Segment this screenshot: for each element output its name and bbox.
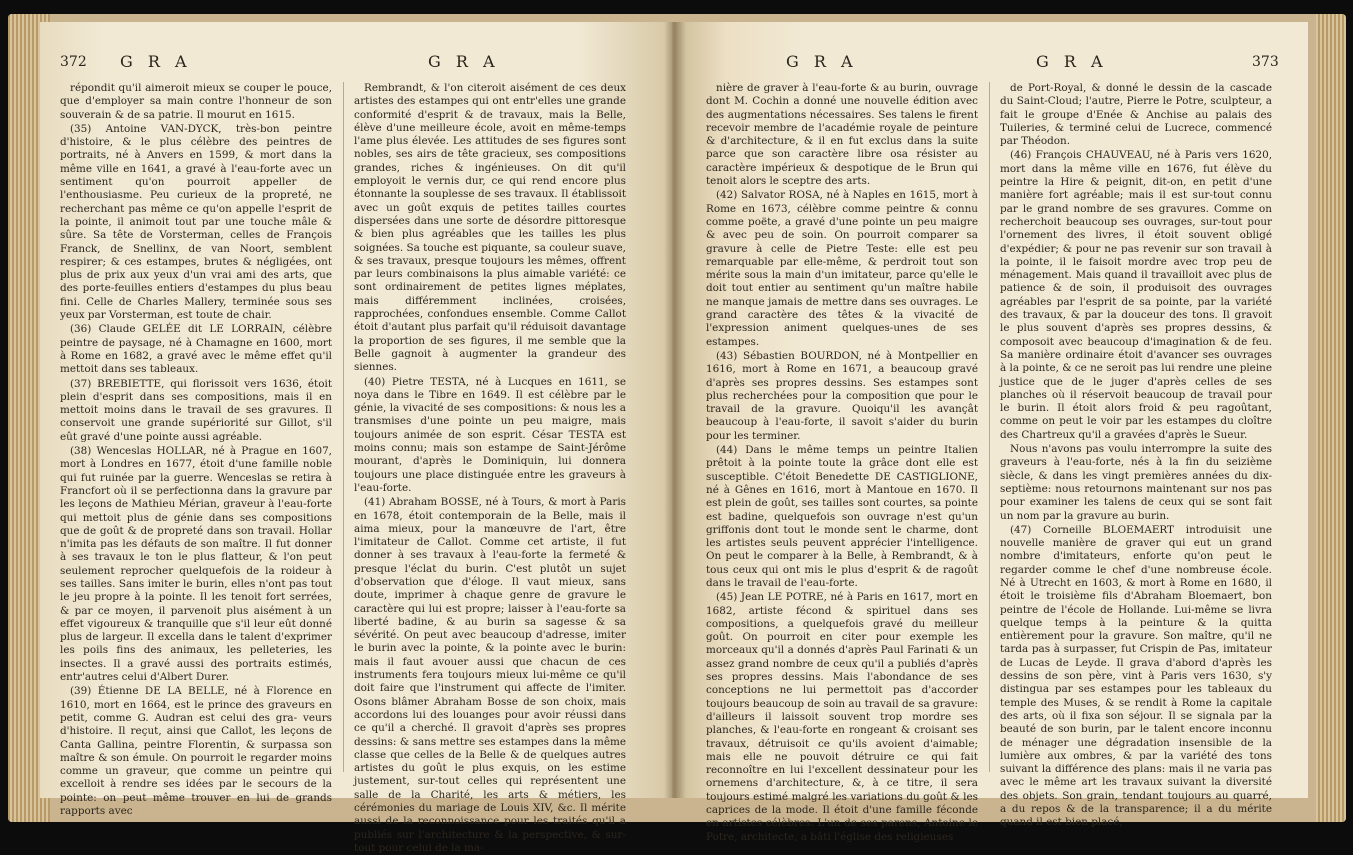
paragraph: Nous n'avons pas voulu interrompre la suite des graveurs à l'eau-forte, nés à la fin du seizième siècle, & dans les vingt premières années du dix-septième: nous retournons maintenant sur nos pas pour examiner les talens de ceux qui se sont fait un nom par la gravure au burin. (1000, 443, 1272, 522)
book-gutter (664, 22, 686, 798)
paragraph: Rembrandt, & l'on citeroit aisément de ces deux artistes des estampes qui ont entr'elles une grande conformité d'esprit & de travaux, mais la Belle, élève d'une meilleure école, avoit en même-temps l'ame plus élevée. Les attitudes de ses figures sont nobles, ses airs de tête gracieux, ses compositions grandes, riches & ingénieuses. On dit qu'il employoit le vernis dur, ce qui rend encore plus étonnante la souplesse de ses travaux. Il établissoit avec un goût exquis de petites tailles courtes dispersées dans une sorte de désordre pittoresque & bien plus agréables que les tailles les plus soignées. Sa touche est piquante, sa couleur suave, & ses travaux, presque toujours les mêmes, offrent par leurs combinaisons la plus aimable variété: ce sont ordinairement de petites lignes méplates, mais différemment inclinées, croisées, rapprochées, confondues ensemble. Comme Callot étoit d'autant plus parfait qu'il réduisoit davantage la proportion de ses figures, il me semble que la Belle gagnoit à augmenter la grandeur des siennes. (354, 82, 626, 374)
left-column-1 (60, 82, 332, 818)
paragraph: nière de graver à l'eau-forte & au burin, ouvrage dont M. Cochin a donné une nouvelle édition avec des augmentations nécessaires. Ses talens le firent recevoir membre de l'académie royale de peinture & d'architecture, & il en fut exclus dans la suite parce que son caractère libre osa résister au caractère impérieux & despotique de le Brun qui tenoit alors le sceptre des arts. (706, 82, 978, 188)
right-running-head-2: G R A (1036, 52, 1108, 71)
paragraph: (38) Wenceslas HOLLAR, né à Prague en 1607, mort à Londres en 1677, étoit d'une famille noble qui fut ruinée par la guerre. Wenceslas se retira à Francfort où il se perfectionna dans la gravure par les leçons de Mathieu Mérian, graveur à l'eau-forte qui mettoit plus de génie dans ses compositions que de goût & de propreté dans son travail. Hollar n'imita pas les défauts de son maître. Il fut donner à ses travaux le ton le plus flatteur, & l'on peut seulement reprocher quelquefois de la roideur à ses tailles. Sans imiter le burin, elles n'ont pas tout le jeu propre à la pointe. Il les tenoit fort serrées, & par ce moyen, il parvenoit plus aisément à un effet vigoureux & tranquille que s'il leur eût donné plus de largeur. Il excella dans le talent d'exprimer les poils fins des animaux, les pelleteries, les insectes. Il a gravé aussi des portraits estimés, entr'autres celui d'Albert Durer. (60, 445, 332, 684)
paragraph: de Port-Royal, & donné le dessin de la cascade du Saint-Cloud; l'autre, Pierre le Potre, sculpteur, a fait le groupe d'Enée & Anchise au palais des Tuileries, & terminé celui de Lucrece, commencé par Théodon. (1000, 82, 1272, 148)
right-page-number: 373 (1252, 54, 1279, 70)
column-rule (343, 82, 344, 772)
left-running-head-2: G R A (428, 52, 500, 71)
right-running-head-1: G R A (786, 52, 858, 71)
left-running-head-1: G R A (120, 52, 192, 71)
column-rule (989, 82, 990, 772)
right-column-2 (1000, 82, 1272, 829)
paragraph: (42) Salvator ROSA, né à Naples en 1615, mort à Rome en 1673, célèbre comme peintre & connu comme poëte, a gravé d'une pointe un peu maigre & avec peu de soin. On pourroit comparer sa gravure à celle de Pietre Teste: elle est peu remarquable par elle-même, & perdroit tout son mérite sous la main d'un imitateur, parce qu'elle le doit tout entier au sentiment qu'un maître habile ne manque jamais de mettre dans ses ouvrages. Le grand caractère des têtes & la vivacité de l'expression animent quelques-unes de ses estampes. (706, 189, 978, 348)
right-page (676, 22, 1308, 843)
paragraph: (39) Étienne DE LA BELLE, né à Florence en 1610, mort en 1664, est le prince des graveurs en petit, comme G. Audran est celui des gra- veurs d'histoire. Il reçut, ainsi que Callot, les leçons de Canta Gallina, peintre Florentin, & surpassa son maître & son émule. On pourroit le regarder moins comme un graveur, que comme un peintre qui excelloit à rendre ses idées par le secours de la pointe: on peut même trouver en lui de grands rapports avec (60, 685, 332, 818)
paragraph: (47) Corneille BLOEMAERT introduisit une nouvelle manière de graver qui eut un grand nombre d'imitateurs, enforte qu'on peut le regarder comme le chef d'une nombreuse école. Né à Utrecht en 1603, & mort à Rome en 1680, il étoit le troisième fils d'Abraham Bloemaert, bon peintre de l'école de Hollande. Lui-même se livra quelque temps à la peinture & la quitta entièrement pour la gravure. Son maître, qu'il ne tarda pas à surpasser, fut Crispin de Pas, imitateur de Lucas de Leyde. Il grava d'abord d'après les dessins de son père, vint à Paris vers 1630, s'y distingua par ses estampes pour les tableaux du temple des Muses, & se rendit à Rome la capitale des arts, où il fixa son séjour. Il se signala par la beauté de son burin, par le talent encore inconnu de ménager une dégradation insensible de la lumière aux ombres, & par la variété des tons suivant la différence des plans: mais il ne varia pas avec le même art les travaux suivant la diversité des objets. Son grain, tendant toujours au quarré, a du repos & de la transparence; il a du mérite quand il est bien placé, (1000, 523, 1272, 829)
paragraph: (44) Dans le même temps un peintre Italien prêtoit à la pointe toute la grâce dont elle est susceptible. C'étoit Benedette DE CASTIGLIONE, né à Gênes en 1616, mort à Mantoue en 1670. Il est plein de goût, ses tailles sont courtes, sa pointe est badine, quelquefois son ouvrage n'est qu'un griffonis dont tout le monde sent le charme, dont les artistes seuls peuvent apprécier l'intelligence. On peut le comparer à la Belle, à Rembrandt, & à tous ceux qui ont mis le plus d'esprit & de ragoût dans le travail de l'eau-forte. (706, 444, 978, 589)
paragraph: (40) Pietre TESTA, né à Lucques en 1611, se noya dans le Tibre en 1649. Il est célèbre par le génie, la vivacité de ses compositions: & nous les a transmises d'une pointe un peu maigre, mais toujours animée de son esprit. César TESTA est moins connu; mais son estampe de Saint-Jérôme mourant, d'après le Dominiquin, lui donnera toujours une place distinguée entre les graveurs à l'eau-forte. (354, 375, 626, 494)
left-page-number: 372 (60, 54, 87, 70)
paragraph: (46) François CHAUVEAU, né à Paris vers 1620, mort dans la même ville en 1676, fut élève du peintre la Hire & peignit, dit-on, en petit d'une manière fort agréable; mais il est sur-tout connu par le grand nombre de ses gravures. Comme on recherchoit beaucoup ses ouvrages, sur-tout pour l'ornement des livres, il étoit souvent obligé d'expédier; & pour ne pas revenir sur son travail à la pointe, il le faisoit mordre avec trop peu de ménagement. Mais quand il travailloit avec plus de patience & de soin, il produisoit des ouvrages agréables par l'esprit de sa pointe, par la variété des travaux, & par la douceur des tons. Il gravoit le plus souvent d'après ses propres dessins, & composoit avec beaucoup d'imagination & de feu. Sa manière ordinaire étoit d'avancer ses ouvrages à la pointe, & ce ne seroit pas lui rendre une pleine justice que de le juger d'après celles de ses planches où il réservoit beaucoup de travail pour le burin. Il étoit alors froid & peu ragoûtant, comme on peut le voir par les estampes du cloître des Chartreux qu'il a gravées d'après le Sueur. (1000, 149, 1272, 441)
left-column-2 (354, 82, 626, 854)
paragraph: (35) Antoine VAN-DYCK, très-bon peintre d'histoire, & le plus célèbre des peintres de portraits, né à Anvers en 1599, & mort dans la même ville en 1641, a gravé à l'eau-forte avec un sentiment qu'on pourroit appeller de l'enthousiasme. Peu curieux de la propreté, ne recherchant pas même ce qu'on appelle l'esprit de la pointe, il animoit tout par une touche mâle & sûre. Sa tête de Vorsterman, celles de François Franck, de Snellinx, de van Noort, semblent respirer; & ces estampes, brutes & négligées, ont plus de prix aux yeux d'un vrai ami des arts, que des porte-feuilles entiers d'estampes du plus beau fini. Celle de Charles Mallery, terminée sous ses yeux par Vorsterman, est toute de chair. (60, 122, 332, 322)
paragraph: (45) Jean LE POTRE, né à Paris en 1617, mort en 1682, artiste fécond & spirituel dans ses compositions, a quelquefois gravé du meilleur goût. On pourroit en citer pour exemple les morceaux qu'il a donnés d'après Paul Farinati & un assez grand nombre de ceux qu'il a publiés d'après ses propres dessins. Mais l'abondance de ses conceptions ne lui permettoit pas d'accorder toujours beaucoup de soin au travail de sa gravure: d'ailleurs il laissoit souvent trop mordre ses planches, & l'eau-forte en rongeant & croisant ses travaux, détruisoit ce qu'ils avoient d'aimable; mais elle ne pouvoit détruire ce qui fait reconnoître en lui l'excellent dessinateur pour les ornemens d'architecture, &, à ce titre, il sera toujours estimé malgré les variations du goût & les caprices de la mode. Il étoit d'une famille féconde en artistes célèbres. L'un de ses parens, Antoine le Potre, architecte, a bâti l'église des religieuses (706, 591, 978, 843)
paragraph: (37) BREBIETTE, qui florissoit vers 1636, étoit plein d'esprit dans ses compositions, mais il en mettoit moins dans le travail de ses gravures. Il conservoit une grande supériorité sur Gillot, s'il eût gravé d'une pointe aussi agréable. (60, 377, 332, 443)
right-column-1 (706, 82, 978, 843)
left-page (40, 22, 672, 854)
paragraph: (36) Claude GELÉE dit LE LORRAIN, célèbre peintre de paysage, né à Chamagne en 1600, mort à Rome en 1682, a gravé avec le même effet qu'il mettoit dans ses tableaux. (60, 323, 332, 376)
right-page-edges (1316, 14, 1346, 822)
paragraph: répondit qu'il aimeroit mieux se couper le pouce, que d'employer sa main contre l'honneur de son souverain & de sa patrie. Il mourut en 1615. (60, 82, 332, 121)
paragraph: (41) Abraham BOSSE, né à Tours, & mort à Paris en 1678, étoit contemporain de la Belle, mais il aima mieux, pour la manœuvre de l'art, être l'imitateur de Callot. Comme cet artiste, il fut donner à ses travaux à l'eau-forte la fermeté & presque l'éclat du burin. C'est plutôt un sujet d'observation que d'éloge. Il vaut mieux, sans doute, imprimer à chaque genre de gravure le caractère qui lui est propre; laisser à l'eau-forte sa liberté badine, & au burin sa sagesse & sa sévérité. On peut avec beaucoup d'adresse, imiter le burin avec la pointe, & la pointe avec le burin: mais il faut avouer aussi que chacun de ces instruments fera toujours mieux lui-même ce qu'il doit faire que l'instrument qui affecte de l'imiter. Osons blâmer Abraham Bosse de son choix, mais accordons lui des louanges pour avoir réussi dans ce qu'il a cherché. Il gravoit d'après ses propres dessins: & sans mettre ses estampes dans la même classe que celles de la Belle & de quelques autres artistes du goût le plus exquis, on les estime justement, sur-tout celles qui représentent une salle de la Charité, les arts & métiers, les cérémonies du mariage de Louis XIV, &c. Il mérite aussi de la reconnoissance pour les traités qu'il a publiés sur l'architecture & la perspective, & sur-tout pour celui de la ma- (354, 496, 626, 854)
paragraph: (43) Sébastien BOURDON, né à Montpellier en 1616, mort à Rome en 1671, a beaucoup gravé d'après ses propres dessins. Ses estampes sont plus recherchées pour la composition que pour le travail de la gravure. Quoiqu'il les avançât beaucoup à l'eau-forte, il savoit s'aider du burin pour les terminer. (706, 349, 978, 442)
